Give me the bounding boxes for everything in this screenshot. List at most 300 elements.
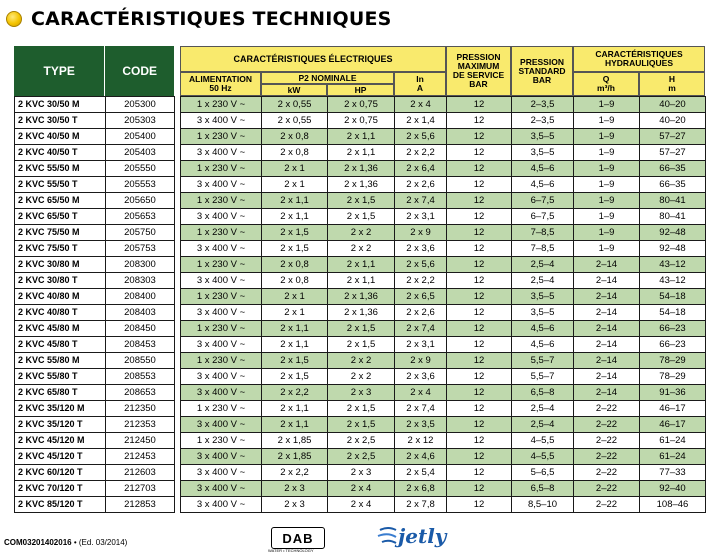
cell-pression-standard: 6,5–8	[512, 481, 574, 497]
cell-hp: 2 x 1,5	[328, 401, 395, 417]
cell-hp: 2 x 1,5	[328, 337, 395, 353]
cell-kw: 2 x 2,2	[262, 385, 328, 401]
cell-kw: 2 x 1	[262, 161, 328, 177]
cell-alimentation: 1 x 230 V ~	[181, 129, 262, 145]
cell-pression-max: 12	[447, 161, 512, 177]
table-row	[15, 193, 706, 209]
cell-code: 212703	[106, 481, 175, 497]
cell-in: 2 x 12	[395, 433, 447, 449]
cell-pression-standard: 5,5–7	[512, 369, 574, 385]
cell-code: 208400	[106, 289, 175, 305]
cell-h: 54–18	[640, 289, 706, 305]
cell-in: 2 x 2,2	[395, 273, 447, 289]
cell-type: 2 KVC 70/120 T	[15, 481, 106, 497]
cell-code: 208453	[106, 337, 175, 353]
cell-pression-max: 12	[447, 225, 512, 241]
cell-hp: 2 x 4	[328, 497, 395, 513]
cell-h: 43–12	[640, 257, 706, 273]
cell-pression-max: 12	[447, 497, 512, 513]
cell-pression-max: 12	[447, 273, 512, 289]
cell-code: 205553	[106, 177, 175, 193]
cell-pression-standard: 3,5–5	[512, 305, 574, 321]
document-code: COM03201402016	[4, 538, 72, 547]
cell-pression-standard: 5–6,5	[512, 465, 574, 481]
cell-type: 2 KVC 45/120 M	[15, 433, 106, 449]
cell-pression-max: 12	[447, 209, 512, 225]
table-row	[15, 465, 706, 481]
cell-kw: 2 x 2,2	[262, 465, 328, 481]
cell-h: 57–27	[640, 145, 706, 161]
cell-pression-standard: 4,5–6	[512, 161, 574, 177]
cell-pression-max: 12	[447, 449, 512, 465]
cell-type: 2 KVC 30/50 M	[15, 97, 106, 113]
cell-pression-standard: 6–7,5	[512, 209, 574, 225]
cell-in: 2 x 2,6	[395, 305, 447, 321]
cell-type: 2 KVC 75/50 T	[15, 241, 106, 257]
cell-hp: 2 x 0,75	[328, 97, 395, 113]
cell-kw: 2 x 1,1	[262, 417, 328, 433]
cell-h: 92–40	[640, 481, 706, 497]
cell-pression-max: 12	[447, 337, 512, 353]
cell-pression-standard: 6,5–8	[512, 385, 574, 401]
cell-type: 2 KVC 35/120 T	[15, 417, 106, 433]
cell-code: 212853	[106, 497, 175, 513]
cell-q: 2–14	[574, 257, 640, 273]
cell-hp: 2 x 1,5	[328, 209, 395, 225]
cell-kw: 2 x 1,1	[262, 193, 328, 209]
dab-logo-subtitle: WATER • TECHNOLOGY	[268, 548, 314, 553]
cell-pression-standard: 3,5–5	[512, 129, 574, 145]
cell-in: 2 x 7,4	[395, 193, 447, 209]
cell-code: 208300	[106, 257, 175, 273]
cell-kw: 2 x 1,5	[262, 225, 328, 241]
cell-hp: 2 x 2,5	[328, 449, 395, 465]
cell-kw: 2 x 1	[262, 289, 328, 305]
cell-hp: 2 x 2	[328, 369, 395, 385]
cell-pression-standard: 7–8,5	[512, 241, 574, 257]
cell-hp: 2 x 1,5	[328, 321, 395, 337]
cell-in: 2 x 1,4	[395, 113, 447, 129]
cell-q: 1–9	[574, 209, 640, 225]
table-row	[15, 177, 706, 193]
cell-q: 2–22	[574, 465, 640, 481]
cell-h: 66–23	[640, 321, 706, 337]
cell-alimentation: 1 x 230 V ~	[181, 433, 262, 449]
cell-code: 212350	[106, 401, 175, 417]
dab-logo: DAB	[271, 527, 325, 549]
cell-kw: 2 x 1,85	[262, 433, 328, 449]
cell-alimentation: 3 x 400 V ~	[181, 145, 262, 161]
header-pression-max: PRESSION MAXIMUM DE SERVICE BAR	[446, 46, 511, 96]
cell-q: 1–9	[574, 113, 640, 129]
cell-type: 2 KVC 40/80 M	[15, 289, 106, 305]
cell-pression-standard: 4–5,5	[512, 449, 574, 465]
header-electrical: CARACTÉRISTIQUES ÉLECTRIQUES	[180, 46, 446, 72]
cell-in: 2 x 5,6	[395, 257, 447, 273]
table-row	[15, 321, 706, 337]
cell-code: 212603	[106, 465, 175, 481]
cell-type: 2 KVC 55/80 T	[15, 369, 106, 385]
table-left-header	[14, 46, 174, 96]
cell-h: 46–17	[640, 401, 706, 417]
cell-h: 91–36	[640, 385, 706, 401]
cell-pression-max: 12	[447, 97, 512, 113]
cell-hp: 2 x 3	[328, 385, 395, 401]
cell-code: 205300	[106, 97, 175, 113]
document-edition: • (Ed. 03/2014)	[71, 538, 128, 547]
cell-h: 40–20	[640, 113, 706, 129]
cell-q: 1–9	[574, 177, 640, 193]
cell-in: 2 x 3,5	[395, 417, 447, 433]
cell-h: 77–33	[640, 465, 706, 481]
cell-type: 2 KVC 30/50 T	[15, 113, 106, 129]
cell-pression-max: 12	[447, 177, 512, 193]
cell-hp: 2 x 2	[328, 241, 395, 257]
cell-hp: 2 x 4	[328, 481, 395, 497]
cell-code: 208450	[106, 321, 175, 337]
cell-kw: 2 x 1,1	[262, 401, 328, 417]
cell-h: 92–48	[640, 241, 706, 257]
cell-in: 2 x 2,6	[395, 177, 447, 193]
cell-kw: 2 x 3	[262, 481, 328, 497]
cell-code: 208303	[106, 273, 175, 289]
table-row	[15, 353, 706, 369]
cell-pression-standard: 2–3,5	[512, 97, 574, 113]
cell-code: 205403	[106, 145, 175, 161]
table-row	[15, 209, 706, 225]
cell-code: 205400	[106, 129, 175, 145]
cell-in: 2 x 6,5	[395, 289, 447, 305]
cell-q: 2–14	[574, 273, 640, 289]
header-hp: HP	[327, 84, 394, 96]
table-row	[15, 97, 706, 113]
header-in: In A	[394, 72, 446, 96]
cell-alimentation: 1 x 230 V ~	[181, 289, 262, 305]
cell-type: 2 KVC 40/50 M	[15, 129, 106, 145]
cell-q: 2–14	[574, 337, 640, 353]
cell-q: 2–22	[574, 449, 640, 465]
cell-h: 66–35	[640, 177, 706, 193]
cell-hp: 2 x 3	[328, 465, 395, 481]
header-type: TYPE	[14, 46, 105, 96]
cell-code: 208653	[106, 385, 175, 401]
cell-alimentation: 1 x 230 V ~	[181, 257, 262, 273]
cell-pression-max: 12	[447, 369, 512, 385]
cell-type: 2 KVC 65/50 T	[15, 209, 106, 225]
cell-type: 2 KVC 45/80 T	[15, 337, 106, 353]
cell-h: 46–17	[640, 417, 706, 433]
cell-alimentation: 3 x 400 V ~	[181, 465, 262, 481]
cell-q: 1–9	[574, 97, 640, 113]
cell-code: 212453	[106, 449, 175, 465]
cell-h: 54–18	[640, 305, 706, 321]
cell-alimentation: 3 x 400 V ~	[181, 449, 262, 465]
cell-in: 2 x 7,4	[395, 321, 447, 337]
cell-pression-standard: 4,5–6	[512, 337, 574, 353]
cell-type: 2 KVC 75/50 M	[15, 225, 106, 241]
cell-alimentation: 3 x 400 V ~	[181, 177, 262, 193]
cell-type: 2 KVC 85/120 T	[15, 497, 106, 513]
cell-h: 80–41	[640, 209, 706, 225]
cell-h: 43–12	[640, 273, 706, 289]
cell-alimentation: 1 x 230 V ~	[181, 353, 262, 369]
table-row	[15, 225, 706, 241]
cell-alimentation: 3 x 400 V ~	[181, 417, 262, 433]
jetly-logo: jetly	[398, 524, 447, 548]
cell-in: 2 x 4	[395, 97, 447, 113]
cell-hp: 2 x 2,5	[328, 433, 395, 449]
table-row	[15, 241, 706, 257]
cell-q: 2–22	[574, 401, 640, 417]
cell-pression-standard: 4,5–6	[512, 177, 574, 193]
cell-kw: 2 x 3	[262, 497, 328, 513]
cell-alimentation: 3 x 400 V ~	[181, 385, 262, 401]
table-row	[15, 289, 706, 305]
cell-pression-max: 12	[447, 257, 512, 273]
table-row	[15, 385, 706, 401]
cell-type: 2 KVC 30/80 M	[15, 257, 106, 273]
cell-kw: 2 x 1	[262, 305, 328, 321]
cell-kw: 2 x 0,8	[262, 273, 328, 289]
cell-in: 2 x 5,4	[395, 465, 447, 481]
cell-pression-standard: 2,5–4	[512, 401, 574, 417]
cell-alimentation: 1 x 230 V ~	[181, 401, 262, 417]
cell-alimentation: 3 x 400 V ~	[181, 337, 262, 353]
cell-pression-max: 12	[447, 417, 512, 433]
cell-kw: 2 x 1,5	[262, 353, 328, 369]
cell-q: 2–14	[574, 289, 640, 305]
table-row	[15, 305, 706, 321]
cell-pression-standard: 3,5–5	[512, 289, 574, 305]
cell-q: 2–22	[574, 417, 640, 433]
cell-kw: 2 x 1,1	[262, 209, 328, 225]
cell-kw: 2 x 0,8	[262, 129, 328, 145]
cell-pression-max: 12	[447, 305, 512, 321]
cell-code: 208553	[106, 369, 175, 385]
cell-q: 2–22	[574, 497, 640, 513]
cell-q: 1–9	[574, 161, 640, 177]
cell-q: 2–14	[574, 305, 640, 321]
page-title-area	[6, 8, 392, 30]
cell-q: 2–14	[574, 353, 640, 369]
cell-alimentation: 1 x 230 V ~	[181, 321, 262, 337]
cell-hp: 2 x 1,1	[328, 257, 395, 273]
cell-alimentation: 1 x 230 V ~	[181, 161, 262, 177]
cell-code: 208403	[106, 305, 175, 321]
cell-code: 212353	[106, 417, 175, 433]
cell-h: 92–48	[640, 225, 706, 241]
cell-pression-max: 12	[447, 481, 512, 497]
cell-q: 1–9	[574, 129, 640, 145]
cell-q: 1–9	[574, 241, 640, 257]
cell-kw: 2 x 1,5	[262, 241, 328, 257]
cell-alimentation: 3 x 400 V ~	[181, 305, 262, 321]
table-row	[15, 161, 706, 177]
cell-code: 205653	[106, 209, 175, 225]
cell-h: 66–23	[640, 337, 706, 353]
cell-q: 2–14	[574, 385, 640, 401]
cell-pression-max: 12	[447, 129, 512, 145]
cell-pression-standard: 2,5–4	[512, 273, 574, 289]
cell-kw: 2 x 0,55	[262, 97, 328, 113]
cell-pression-standard: 7–8,5	[512, 225, 574, 241]
cell-h: 61–24	[640, 433, 706, 449]
cell-type: 2 KVC 55/50 T	[15, 177, 106, 193]
cell-code: 212450	[106, 433, 175, 449]
cell-hp: 2 x 0,75	[328, 113, 395, 129]
cell-kw: 2 x 1,5	[262, 369, 328, 385]
table-row	[15, 113, 706, 129]
cell-kw: 2 x 0,8	[262, 257, 328, 273]
table-row	[15, 401, 706, 417]
cell-kw: 2 x 1	[262, 177, 328, 193]
cell-pression-standard: 2,5–4	[512, 257, 574, 273]
cell-q: 2–22	[574, 481, 640, 497]
table-row	[15, 257, 706, 273]
cell-pression-max: 12	[447, 145, 512, 161]
cell-pression-standard: 3,5–5	[512, 145, 574, 161]
cell-pression-max: 12	[447, 289, 512, 305]
cell-type: 2 KVC 65/80 T	[15, 385, 106, 401]
cell-pression-max: 12	[447, 385, 512, 401]
table-row	[15, 433, 706, 449]
table-row	[15, 481, 706, 497]
cell-in: 2 x 7,8	[395, 497, 447, 513]
cell-alimentation: 3 x 400 V ~	[181, 481, 262, 497]
cell-type: 2 KVC 40/50 T	[15, 145, 106, 161]
cell-in: 2 x 6,4	[395, 161, 447, 177]
cell-type: 2 KVC 45/80 M	[15, 321, 106, 337]
cell-pression-max: 12	[447, 353, 512, 369]
page-title: CARACTÉRISTIQUES TECHNIQUES	[31, 8, 392, 30]
cell-pression-max: 12	[447, 241, 512, 257]
cell-pression-max: 12	[447, 433, 512, 449]
cell-in: 2 x 9	[395, 225, 447, 241]
cell-type: 2 KVC 55/80 M	[15, 353, 106, 369]
cell-in: 2 x 7,4	[395, 401, 447, 417]
cell-pression-standard: 2,5–4	[512, 417, 574, 433]
cell-hp: 2 x 1,5	[328, 193, 395, 209]
cell-kw: 2 x 1,1	[262, 337, 328, 353]
cell-in: 2 x 4	[395, 385, 447, 401]
cell-h: 61–24	[640, 449, 706, 465]
header-pression-standard: PRESSION STANDARD BAR	[511, 46, 573, 96]
header-p2-nominale: P2 NOMINALE	[261, 72, 394, 84]
cell-pression-max: 12	[447, 321, 512, 337]
cell-kw: 2 x 0,8	[262, 145, 328, 161]
table-row	[15, 449, 706, 465]
cell-type: 2 KVC 40/80 T	[15, 305, 106, 321]
header-hydraulic: CARACTÉRISTIQUES HYDRAULIQUES	[573, 46, 705, 72]
cell-h: 80–41	[640, 193, 706, 209]
cell-kw: 2 x 0,55	[262, 113, 328, 129]
cell-pression-standard: 4–5,5	[512, 433, 574, 449]
cell-h: 66–35	[640, 161, 706, 177]
cell-q: 1–9	[574, 225, 640, 241]
cell-q: 2–14	[574, 369, 640, 385]
cell-code: 205753	[106, 241, 175, 257]
cell-alimentation: 3 x 400 V ~	[181, 241, 262, 257]
cell-pression-standard: 5,5–7	[512, 353, 574, 369]
cell-hp: 2 x 1,36	[328, 289, 395, 305]
cell-alimentation: 3 x 400 V ~	[181, 113, 262, 129]
cell-hp: 2 x 2	[328, 353, 395, 369]
cell-h: 108–46	[640, 497, 706, 513]
cell-q: 1–9	[574, 145, 640, 161]
cell-h: 78–29	[640, 353, 706, 369]
cell-in: 2 x 5,6	[395, 129, 447, 145]
header-alimentation: ALIMENTATION 50 Hz	[180, 72, 261, 96]
cell-alimentation: 3 x 400 V ~	[181, 497, 262, 513]
cell-alimentation: 1 x 230 V ~	[181, 97, 262, 113]
cell-type: 2 KVC 45/120 T	[15, 449, 106, 465]
cell-in: 2 x 3,1	[395, 337, 447, 353]
document-reference	[4, 538, 127, 547]
header-h: H m	[639, 72, 705, 96]
cell-h: 57–27	[640, 129, 706, 145]
header-code: CODE	[122, 64, 158, 78]
cell-kw: 2 x 1,1	[262, 321, 328, 337]
cell-pression-max: 12	[447, 113, 512, 129]
cell-in: 2 x 3,6	[395, 369, 447, 385]
cell-hp: 2 x 1,1	[328, 145, 395, 161]
cell-hp: 2 x 1,1	[328, 129, 395, 145]
cell-in: 2 x 9	[395, 353, 447, 369]
cell-h: 78–29	[640, 369, 706, 385]
cell-q: 2–14	[574, 321, 640, 337]
header-kw: kW	[261, 84, 327, 96]
cell-pression-standard: 6–7,5	[512, 193, 574, 209]
cell-pression-max: 12	[447, 465, 512, 481]
cell-kw: 2 x 1,85	[262, 449, 328, 465]
table-row	[15, 497, 706, 513]
table-row	[15, 417, 706, 433]
cell-code: 205303	[106, 113, 175, 129]
cell-code: 205550	[106, 161, 175, 177]
table-row	[15, 145, 706, 161]
table-row	[15, 129, 706, 145]
cell-type: 2 KVC 30/80 T	[15, 273, 106, 289]
cell-alimentation: 1 x 230 V ~	[181, 193, 262, 209]
cell-type: 2 KVC 35/120 M	[15, 401, 106, 417]
cell-code: 205650	[106, 193, 175, 209]
cell-h: 40–20	[640, 97, 706, 113]
specifications-table	[14, 96, 706, 513]
cell-alimentation: 3 x 400 V ~	[181, 273, 262, 289]
header-q: Q m³/h	[573, 72, 639, 96]
cell-hp: 2 x 1,36	[328, 305, 395, 321]
cell-type: 2 KVC 55/50 M	[15, 161, 106, 177]
cell-pression-standard: 2–3,5	[512, 113, 574, 129]
cell-pression-max: 12	[447, 193, 512, 209]
table-row	[15, 273, 706, 289]
cell-q: 1–9	[574, 193, 640, 209]
table-row	[15, 337, 706, 353]
cell-pression-max: 12	[447, 401, 512, 417]
cell-in: 2 x 2,2	[395, 145, 447, 161]
cell-hp: 2 x 1,1	[328, 273, 395, 289]
cell-type: 2 KVC 65/50 M	[15, 193, 106, 209]
cell-in: 2 x 3,6	[395, 241, 447, 257]
cell-alimentation: 3 x 400 V ~	[181, 369, 262, 385]
cell-hp: 2 x 1,36	[328, 177, 395, 193]
cell-hp: 2 x 2	[328, 225, 395, 241]
cell-in: 2 x 6,8	[395, 481, 447, 497]
cell-type: 2 KVC 60/120 T	[15, 465, 106, 481]
cell-code: 205750	[106, 225, 175, 241]
cell-in: 2 x 3,1	[395, 209, 447, 225]
cell-q: 2–22	[574, 433, 640, 449]
